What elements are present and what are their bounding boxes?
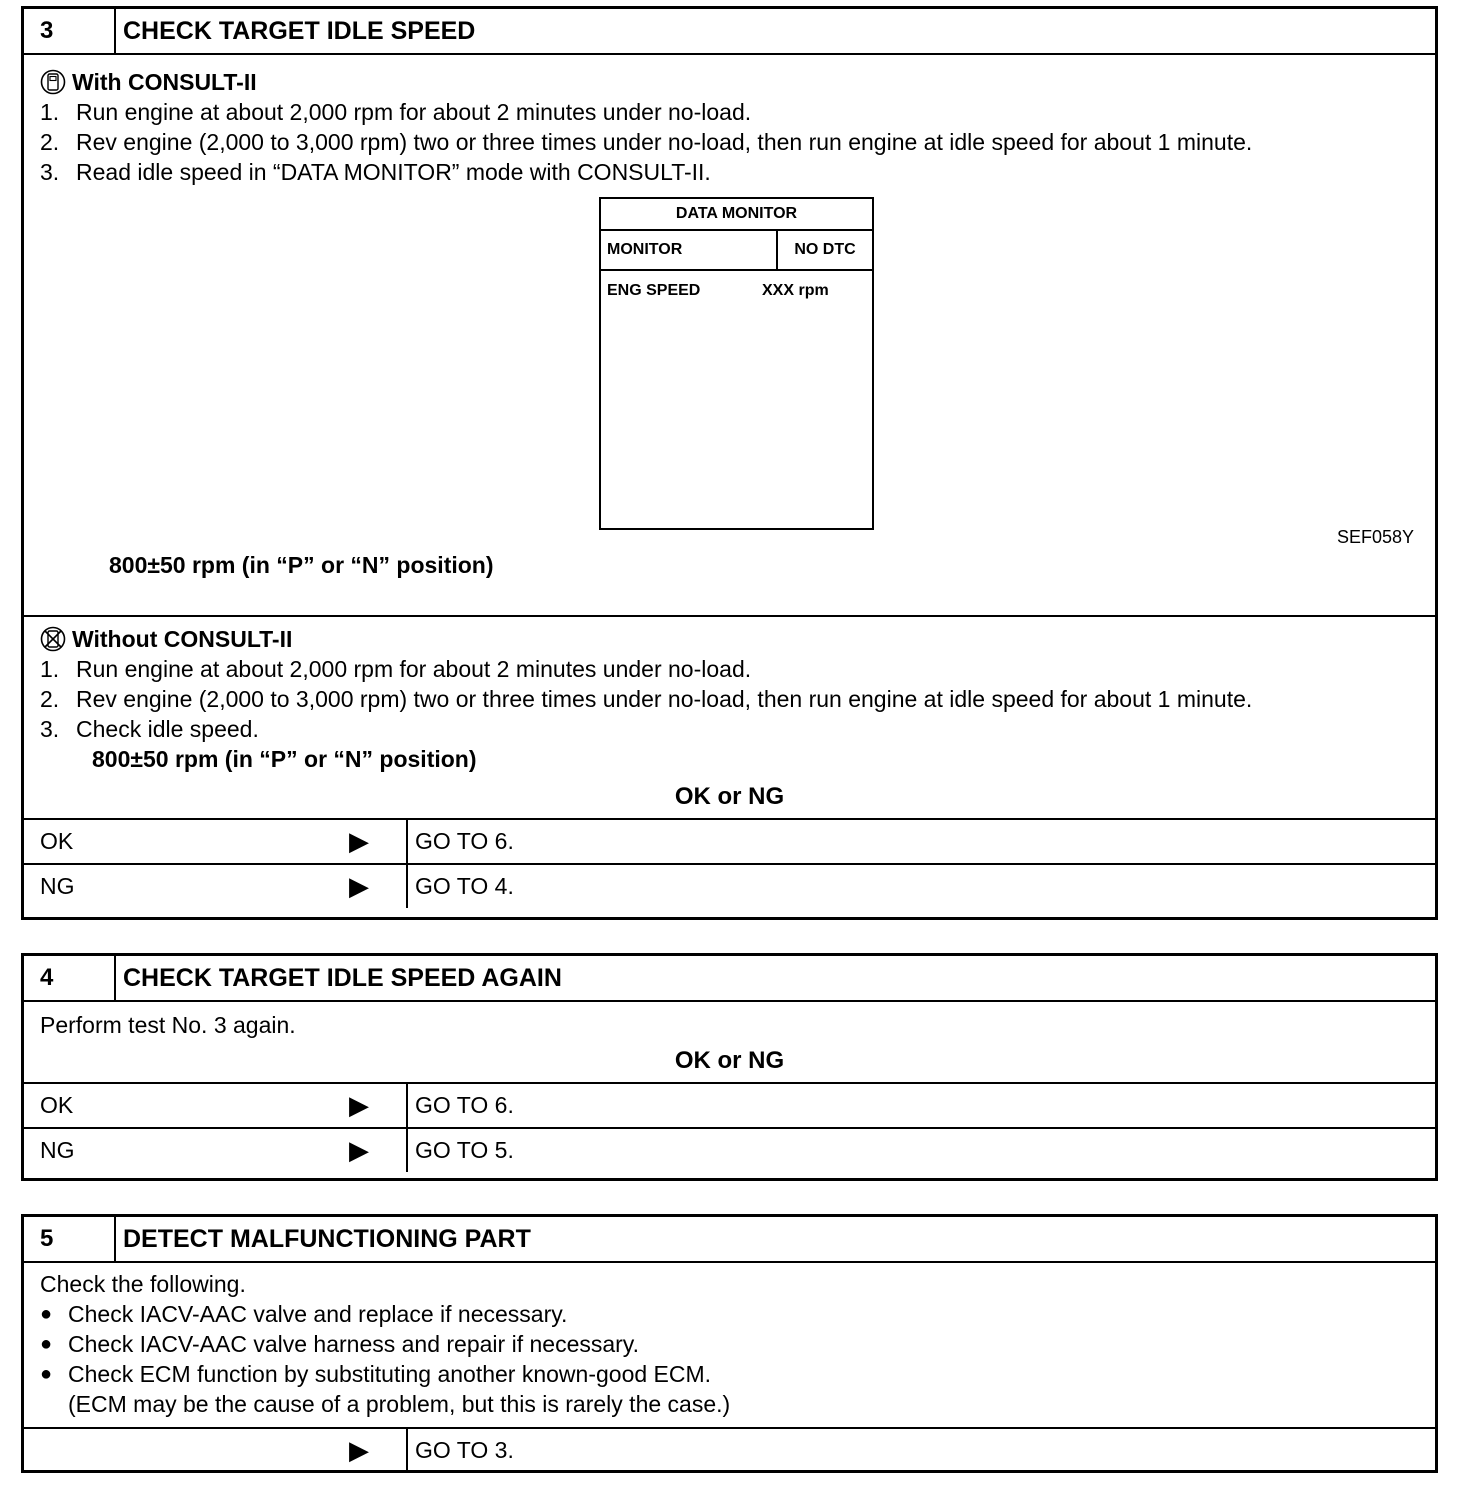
result-label-text: OK bbox=[40, 1092, 74, 1118]
list-text: Read idle speed in “DATA MONITOR” mode with CONSULT-II. bbox=[76, 159, 711, 185]
step-4-block bbox=[21, 953, 1438, 1181]
monitor-header bbox=[601, 231, 872, 271]
list-text: Check idle speed. bbox=[76, 716, 259, 742]
result-label bbox=[24, 820, 408, 863]
step-3-block bbox=[21, 6, 1438, 920]
monitor-item-value: XXX rpm bbox=[762, 282, 829, 299]
step-title: CHECK TARGET IDLE SPEED bbox=[123, 17, 476, 45]
consult-icon bbox=[40, 69, 66, 95]
list-text: Check IACV-AAC valve and replace if necessary. bbox=[68, 1301, 568, 1327]
step-3-header bbox=[24, 9, 1435, 55]
monitor-dtc-status: NO DTC bbox=[794, 241, 856, 258]
bullet-icon: ● bbox=[40, 1363, 53, 1385]
result-label-text: NG bbox=[40, 873, 75, 899]
with-consult-heading bbox=[40, 67, 1435, 97]
step-5-header bbox=[24, 1217, 1435, 1263]
bullet-icon: ● bbox=[40, 1303, 53, 1325]
result-action[interactable]: GO TO 4. bbox=[415, 873, 514, 899]
step-number: 5 bbox=[24, 1217, 116, 1261]
monitor-col-label: MONITOR bbox=[601, 231, 778, 269]
bullet-icon: ● bbox=[40, 1333, 53, 1355]
result-row-ok[interactable] bbox=[24, 1082, 1435, 1127]
result-action[interactable]: GO TO 6. bbox=[415, 828, 514, 854]
list-item bbox=[40, 1329, 1435, 1359]
figure-id: SEF058Y bbox=[1337, 527, 1415, 547]
result-action[interactable]: GO TO 3. bbox=[415, 1437, 514, 1463]
ok-or-ng-label: OK or NG bbox=[674, 783, 785, 810]
step-number: 4 bbox=[24, 956, 116, 1000]
step-4-header bbox=[24, 956, 1435, 1002]
list-text: Check ECM function by substituting another known-good ECM. bbox=[68, 1361, 712, 1387]
list-item bbox=[40, 97, 1435, 127]
result-label bbox=[24, 1129, 408, 1172]
list-item bbox=[40, 127, 1435, 157]
list-item bbox=[40, 654, 1435, 684]
arrow-right-icon: ▶ bbox=[349, 1135, 369, 1165]
spec-value: 800±50 rpm (in “P” or “N” position) bbox=[92, 746, 477, 772]
step-5-body bbox=[24, 1263, 1435, 1427]
without-consult-heading bbox=[40, 624, 1435, 654]
result-label bbox=[24, 1084, 408, 1127]
step-number: 3 bbox=[24, 9, 116, 53]
result-action[interactable]: GO TO 6. bbox=[415, 1092, 514, 1118]
step-5-block bbox=[21, 1214, 1438, 1473]
list-item bbox=[40, 1359, 1435, 1389]
ok-or-ng-label: OK or NG bbox=[674, 1047, 785, 1074]
arrow-right-icon: ▶ bbox=[349, 871, 369, 901]
data-monitor-screen bbox=[599, 197, 874, 530]
list-text: Rev engine (2,000 to 3,000 rpm) two or three times under no-load, then run engine at idle speed for about 1 minute. bbox=[76, 129, 1253, 155]
list-text: Rev engine (2,000 to 3,000 rpm) two or three times under no-load, then run engine at idle speed for about 1 minute. bbox=[76, 686, 1253, 712]
list-text: Run engine at about 2,000 rpm for about 2 minutes under no-load. bbox=[76, 656, 752, 682]
result-label bbox=[24, 865, 408, 908]
arrow-right-icon: ▶ bbox=[349, 826, 369, 856]
list-text: Run engine at about 2,000 rpm for about 2 minutes under no-load. bbox=[76, 99, 752, 125]
without-consult-section bbox=[24, 617, 1435, 774]
monitor-row bbox=[601, 271, 872, 303]
list-item bbox=[40, 1299, 1435, 1329]
list-text: Check IACV-AAC valve harness and repair if necessary. bbox=[68, 1331, 639, 1357]
step-title: DETECT MALFUNCTIONING PART bbox=[123, 1225, 531, 1253]
monitor-title: DATA MONITOR bbox=[601, 199, 872, 231]
list-number: 2. bbox=[40, 129, 60, 155]
step-4-text: Perform test No. 3 again. bbox=[40, 1012, 296, 1038]
list-item bbox=[40, 157, 1435, 187]
with-consult-label: With CONSULT-II bbox=[72, 69, 257, 95]
spec-value: 800±50 rpm (in “P” or “N” position) bbox=[109, 552, 494, 578]
result-action[interactable]: GO TO 5. bbox=[415, 1137, 514, 1163]
step-4-body bbox=[24, 1002, 1435, 1040]
list-number: 3. bbox=[40, 716, 60, 742]
arrow-right-icon: ▶ bbox=[349, 1435, 369, 1465]
result-label-text: NG bbox=[40, 1137, 75, 1163]
result-row-ng[interactable] bbox=[24, 1127, 1435, 1172]
result-label-text: OK bbox=[40, 828, 74, 854]
list-item bbox=[40, 684, 1435, 714]
list-item bbox=[40, 714, 1435, 744]
arrow-right-icon: ▶ bbox=[349, 1090, 369, 1120]
result-row-ok[interactable] bbox=[24, 818, 1435, 863]
list-number: 1. bbox=[40, 99, 60, 125]
monitor-item-label: ENG SPEED bbox=[607, 282, 701, 299]
result-label bbox=[24, 1429, 408, 1472]
list-number: 2. bbox=[40, 686, 60, 712]
with-consult-section bbox=[24, 55, 1435, 617]
step-5-note: (ECM may be the cause of a problem, but this is rarely the case.) bbox=[68, 1391, 731, 1417]
result-row[interactable] bbox=[24, 1427, 1435, 1472]
step-title: CHECK TARGET IDLE SPEED AGAIN bbox=[123, 964, 562, 992]
step-5-intro: Check the following. bbox=[40, 1271, 246, 1297]
list-number: 1. bbox=[40, 656, 60, 682]
without-consult-label: Without CONSULT-II bbox=[72, 626, 293, 652]
result-row-ng[interactable] bbox=[24, 863, 1435, 908]
no-consult-icon bbox=[40, 626, 66, 652]
list-number: 3. bbox=[40, 159, 60, 185]
